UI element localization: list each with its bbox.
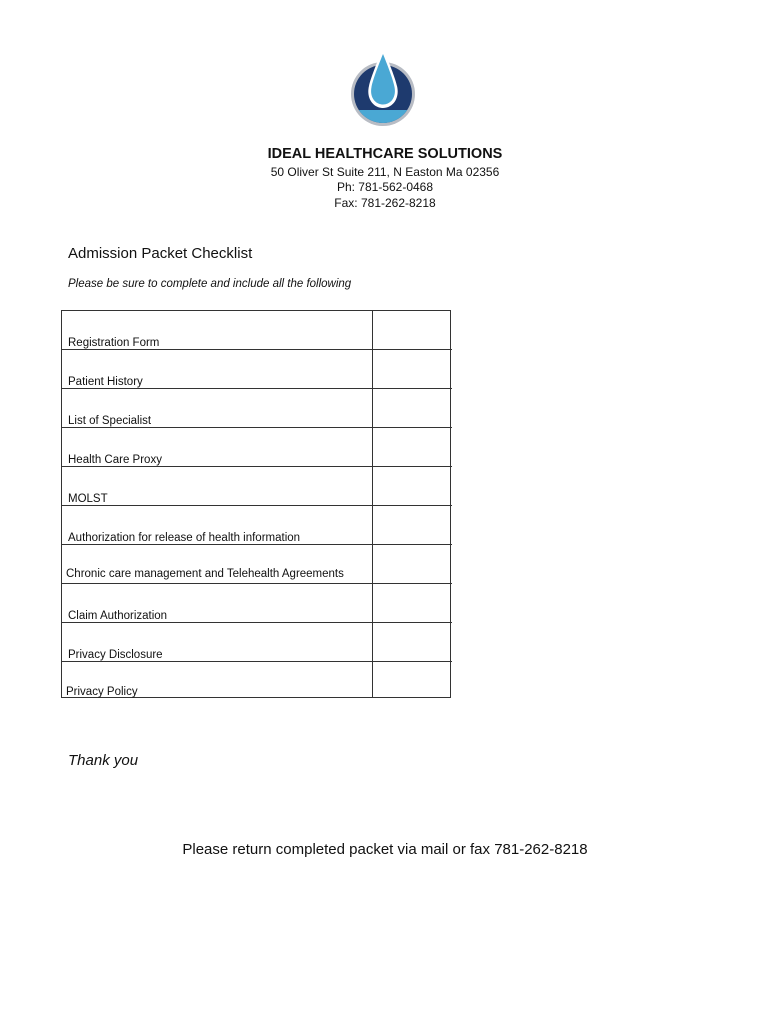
organization-phone: Ph: 781-562-0468: [336, 180, 434, 194]
checklist-checkbox[interactable]: [373, 506, 451, 544]
checklist-row: [62, 350, 452, 389]
checklist-row: [62, 506, 452, 545]
organization-fax: Fax: 781-262-8218: [334, 196, 436, 210]
checklist-checkbox[interactable]: [373, 389, 451, 427]
checklist-checkbox[interactable]: [373, 584, 451, 622]
checklist-checkbox[interactable]: [373, 623, 451, 661]
checklist-item-label: List of Specialist: [68, 415, 152, 427]
checklist-row: [62, 662, 452, 701]
checklist-checkbox[interactable]: [373, 428, 451, 466]
checklist-item-label: Patient History: [68, 376, 143, 388]
organization-name: IDEAL HEALTHCARE SOLUTIONS: [267, 146, 503, 162]
return-instructions: Please return completed packet via mail or fax 781-262-8218: [182, 841, 588, 858]
checklist-item-label: Claim Authorization: [68, 610, 168, 622]
checklist-item-label: Privacy Policy: [66, 686, 138, 698]
checklist-row: [62, 467, 452, 506]
checklist-checkbox[interactable]: [373, 662, 451, 700]
checklist-row: [62, 389, 452, 428]
checklist-row: [62, 311, 452, 350]
checklist-row: [62, 623, 452, 662]
checklist-row: [62, 428, 452, 467]
instruction-text: Please be sure to complete and include all the following: [68, 278, 352, 290]
checklist-checkbox[interactable]: [373, 467, 451, 505]
organization-address: 50 Oliver St Suite 211, N Easton Ma 02356: [270, 165, 500, 179]
page-title: Admission Packet Checklist: [68, 245, 253, 262]
checklist-item-label: Authorization for release of health information: [68, 532, 301, 544]
checklist-checkbox[interactable]: [373, 545, 451, 583]
checklist-item-label: Registration Form: [68, 337, 160, 349]
checklist-checkbox[interactable]: [373, 311, 451, 349]
closing-text: Thank you: [68, 752, 139, 769]
checklist-checkbox[interactable]: [373, 350, 451, 388]
checklist-item-label: Privacy Disclosure: [68, 649, 163, 661]
checklist-row: [62, 545, 452, 584]
checklist-row: [62, 584, 452, 623]
checklist-item-label: Health Care Proxy: [68, 454, 162, 466]
checklist-table: [61, 310, 451, 698]
water-drop-logo: [349, 46, 417, 132]
checklist-item-label: MOLST: [68, 493, 108, 505]
checklist-item-label: Chronic care management and Telehealth Agreements: [66, 568, 344, 580]
